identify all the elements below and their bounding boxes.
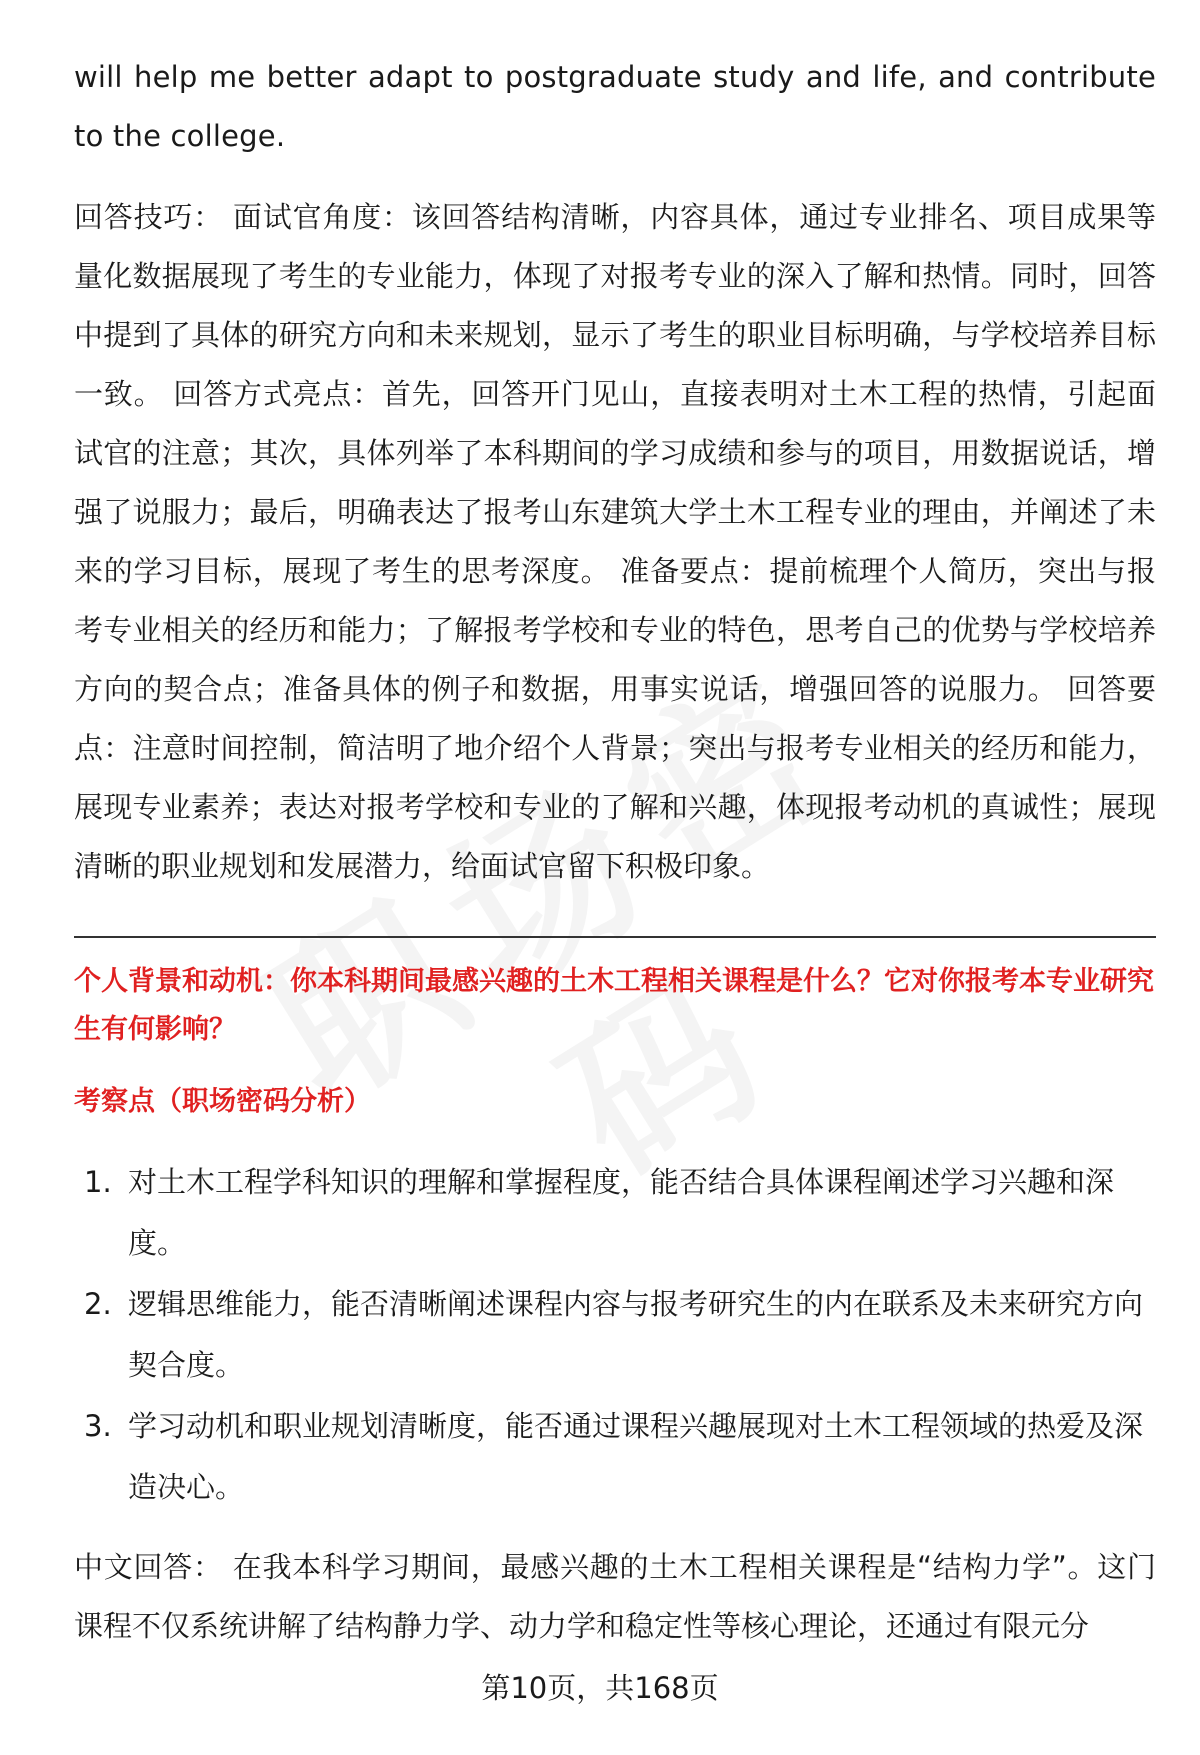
list-item (74, 1152, 1156, 1274)
list-item (74, 1274, 1156, 1396)
list-item (74, 1396, 1156, 1518)
list-item-text: 学习动机和职业规划清晰度，能否通过课程兴趣展现对土木工程领域的热爱及深造决心。 (128, 1409, 1144, 1504)
document-page (74, 48, 1156, 1656)
section-divider (74, 936, 1156, 938)
analysis-heading: 考察点（职场密码分析） (74, 1086, 371, 1117)
list-item-number: 2. (84, 1287, 112, 1321)
tips-paragraph: 回答技巧： 面试官角度：该回答结构清晰，内容具体，通过专业排名、项目成果等量化数据展现了考生的专业能力，体现了对报考专业的深入了解和热情。同时，回答中提到了具体的研究方向和未来规划，显示了考生的职业目标明确，与学校培养目标一致。 回答方式亮点：首先，回答开门见山，直接表明对土木工程的热情，引起面试官的注意；其次，具体列举了本科期间的学习成绩和参与的项目，用数据说话，增强了说服力；最后，明确表达了报考山东建筑大学土木工程专业的理由，并阐述了未来的学习目标，展现了考生的思考深度。 准备要点：提前梳理个人简历，突出与报考专业相关的经历和能力；了解报考学校和专业的特色，思考自己的优势与学校培养方向的契合点；准备具体的例子和数据，用事实说话，增强回答的说服力。 回答要点：注意时间控制，简洁明了地介绍个人背景；突出与报考专业相关的经历和能力，展现专业素养；表达对报考学校和专业的了解和兴趣，体现报考动机的真诚性；展现清晰的职业规划和发展潜力，给面试官留下积极印象。 (74, 200, 1156, 883)
intro-continuation: will help me better adapt to postgraduate study and life, and contribute to the college. (74, 60, 1156, 153)
list-item-text: 对土木工程学科知识的理解和掌握程度，能否结合具体课程阐述学习兴趣和深度。 (128, 1165, 1115, 1260)
chinese-answer: 中文回答： 在我本科学习期间，最感兴趣的土木工程相关课程是“结构力学”。这门课程不仅系统讲解了结构静力学、动力学和稳定性等核心理论，还通过有限元分 (74, 1550, 1156, 1643)
list-item-text: 逻辑思维能力，能否清晰阐述课程内容与报考研究生的内在联系及未来研究方向契合度。 (128, 1287, 1144, 1382)
list-item-number: 3. (84, 1409, 112, 1443)
analysis-points-list (74, 1152, 1156, 1518)
page-footer: 第10页，共168页 (481, 1671, 719, 1705)
list-item-number: 1. (84, 1165, 112, 1199)
question-heading: 个人背景和动机：你本科期间最感兴趣的土木工程相关课程是什么？它对你报考本专业研究生有何影响？ (74, 966, 1154, 1045)
